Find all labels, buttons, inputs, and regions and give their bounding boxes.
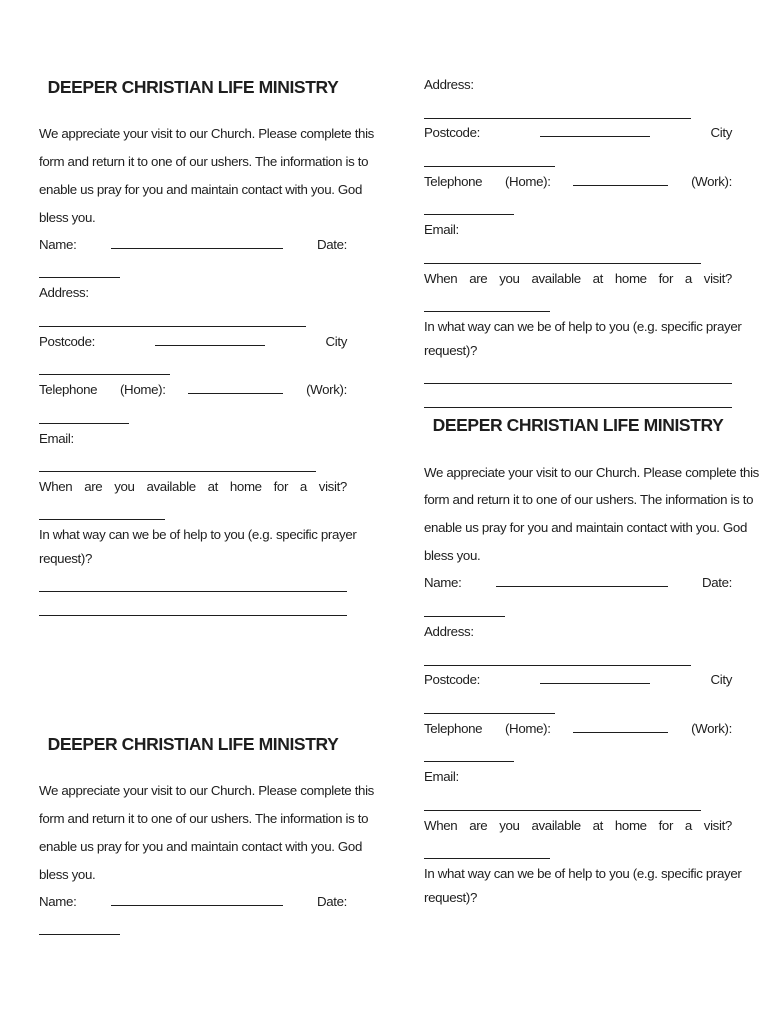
city-field[interactable] [424, 713, 555, 714]
help-field-1[interactable] [424, 383, 732, 384]
help-question-line-2: request)? [424, 890, 478, 905]
date-field[interactable] [424, 616, 505, 617]
city-label: City [710, 125, 732, 140]
postcode-field[interactable] [540, 136, 650, 137]
postcode-label: Postcode: [424, 125, 480, 140]
help-question-line-2: request)? [39, 551, 93, 566]
email-label: Email: [424, 769, 459, 784]
intro-line-1: We appreciate your visit to our Church. Please complete this [39, 783, 374, 798]
intro-line-3: enable us pray for you and maintain contact with you. God [424, 520, 748, 535]
visit-question: When are you available at home for a visit? [424, 818, 732, 833]
home-phone-field[interactable] [573, 185, 668, 186]
intro-line-2: form and return it to one of our ushers. The information is to [39, 811, 369, 826]
work-label: (Work): [306, 382, 347, 397]
intro-line-1: We appreciate your visit to our Church. Please complete this [39, 126, 374, 141]
name-label: Name: [424, 575, 462, 590]
postcode-label: Postcode: [424, 672, 480, 687]
intro-line-2: form and return it to one of our ushers. The information is to [424, 492, 754, 507]
telephone-label: Telephone [39, 382, 98, 397]
telephone-label: Telephone [424, 721, 483, 736]
help-question-line-1: In what way can we be of help to you (e.g. specific prayer [39, 527, 357, 542]
name-field[interactable] [111, 248, 283, 249]
home-phone-field[interactable] [188, 393, 283, 394]
visit-question: When are you available at home for a visit? [424, 271, 732, 286]
date-field[interactable] [39, 934, 120, 935]
date-label: Date: [316, 237, 347, 252]
form-title: DEEPER CHRISTIAN LIFE MINISTRY [47, 734, 339, 754]
postcode-field[interactable] [540, 683, 650, 684]
help-field-2[interactable] [39, 615, 347, 616]
intro-line-2: form and return it to one of our ushers. The information is to [39, 154, 369, 169]
address-label: Address: [424, 624, 474, 639]
form-title: DEEPER CHRISTIAN LIFE MINISTRY [47, 77, 339, 97]
visit-field[interactable] [424, 311, 550, 312]
email-field[interactable] [39, 471, 316, 472]
date-label: Date: [316, 894, 347, 909]
work-label: (Work): [691, 721, 732, 736]
city-label: City [710, 672, 732, 687]
name-label: Name: [39, 237, 77, 252]
visit-field[interactable] [424, 858, 550, 859]
address-field[interactable] [39, 326, 306, 327]
work-label: (Work): [691, 174, 732, 189]
postcode-field[interactable] [155, 345, 265, 346]
email-label: Email: [424, 222, 459, 237]
help-question-line-1: In what way can we be of help to you (e.g. specific prayer [424, 319, 742, 334]
home-label: (Home): [119, 382, 166, 397]
address-label: Address: [424, 77, 474, 92]
intro-line-4: bless you. [424, 548, 481, 563]
intro-line-3: enable us pray for you and maintain contact with you. God [39, 182, 363, 197]
address-field[interactable] [424, 118, 691, 119]
form-title: DEEPER CHRISTIAN LIFE MINISTRY [432, 415, 724, 435]
telephone-label: Telephone [424, 174, 483, 189]
city-field[interactable] [39, 374, 170, 375]
home-label: (Home): [504, 721, 551, 736]
work-phone-field[interactable] [39, 423, 129, 424]
address-field[interactable] [424, 665, 691, 666]
home-label: (Home): [504, 174, 551, 189]
help-question-line-2: request)? [424, 343, 478, 358]
email-field[interactable] [424, 263, 701, 264]
help-field-2[interactable] [424, 407, 732, 408]
work-phone-field[interactable] [424, 214, 514, 215]
address-label: Address: [39, 285, 89, 300]
postcode-label: Postcode: [39, 334, 95, 349]
help-question-line-1: In what way can we be of help to you (e.g. specific prayer [424, 866, 742, 881]
city-field[interactable] [424, 166, 555, 167]
date-label: Date: [701, 575, 732, 590]
work-phone-field[interactable] [424, 761, 514, 762]
intro-line-1: We appreciate your visit to our Church. Please complete this [424, 465, 759, 480]
intro-line-4: bless you. [39, 210, 96, 225]
visit-field[interactable] [39, 519, 165, 520]
intro-line-3: enable us pray for you and maintain contact with you. God [39, 839, 363, 854]
help-field-1[interactable] [39, 591, 347, 592]
home-phone-field[interactable] [573, 732, 668, 733]
visit-question: When are you available at home for a visit? [39, 479, 347, 494]
email-field[interactable] [424, 810, 701, 811]
name-field[interactable] [496, 586, 668, 587]
date-field[interactable] [39, 277, 120, 278]
email-label: Email: [39, 431, 74, 446]
name-label: Name: [39, 894, 77, 909]
intro-line-4: bless you. [39, 867, 96, 882]
city-label: City [325, 334, 347, 349]
name-field[interactable] [111, 905, 283, 906]
